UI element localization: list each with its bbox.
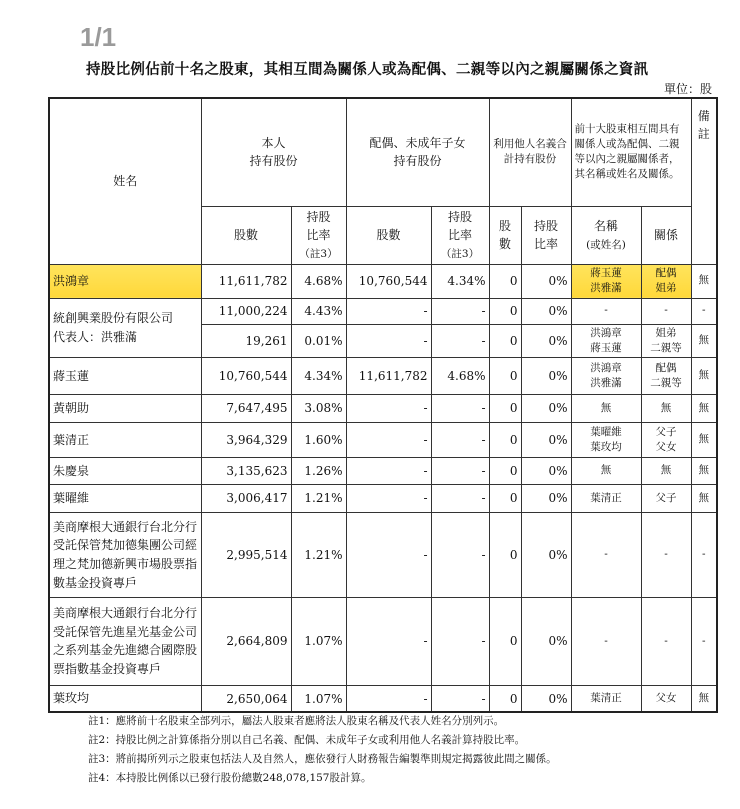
cell-name: 朱慶泉	[49, 457, 201, 484]
cell-s-ratio: -	[431, 422, 489, 457]
cell-name: 葉清正	[49, 422, 201, 457]
header-rel-name-sub: (或姓名)	[586, 238, 626, 251]
cell-n-ratio: 0%	[521, 597, 571, 685]
cell-n-shares: 0	[489, 264, 521, 298]
table-row	[49, 685, 717, 712]
cell-shares: 11,000,224	[201, 298, 291, 324]
cell-s-shares: -	[346, 422, 431, 457]
header-spouse-note3: （註3）	[440, 247, 480, 260]
cell-n-shares: 0	[489, 394, 521, 422]
cell-rel-name: -	[571, 597, 641, 685]
cell-relation: -	[641, 512, 691, 597]
cell-s-shares: 11,611,782	[346, 357, 431, 394]
cell-s-ratio: -	[431, 512, 489, 597]
cell-remark: 無	[691, 394, 717, 422]
cell-ratio: 1.26%	[291, 457, 346, 484]
cell-s-shares: -	[346, 457, 431, 484]
cell-shares: 10,760,544	[201, 357, 291, 394]
header-remark: 備註	[691, 98, 717, 264]
cell-n-ratio: 0%	[521, 422, 571, 457]
cell-remark: 無	[691, 457, 717, 484]
cell-rel-name: 無	[571, 394, 641, 422]
cell-shares: 11,611,782	[201, 264, 291, 298]
cell-relation: 姐弟 二親等	[641, 324, 691, 357]
cell-shares: 2,995,514	[201, 512, 291, 597]
cell-rel-name: -	[571, 298, 641, 324]
cell-n-ratio: 0%	[521, 512, 571, 597]
cell-s-shares: -	[346, 512, 431, 597]
cell-shares: 2,664,809	[201, 597, 291, 685]
cell-s-ratio: 4.68%	[431, 357, 489, 394]
cell-remark: 無	[691, 264, 717, 298]
cell-relation: 父女	[641, 685, 691, 712]
cell-remark: 無	[691, 685, 717, 712]
cell-s-ratio: -	[431, 597, 489, 685]
cell-ratio: 1.07%	[291, 597, 346, 685]
cell-ratio: 4.43%	[291, 298, 346, 324]
header-related: 前十大股東相互間具有關係人或為配偶、二親等以內之親屬關係者，其名稱或姓名及關係。	[571, 98, 691, 206]
cell-n-shares: 0	[489, 597, 521, 685]
cell-s-ratio: 4.34%	[431, 264, 489, 298]
cell-n-shares: 0	[489, 324, 521, 357]
cell-s-shares: -	[346, 685, 431, 712]
header-spouse-ratio: 持股 比率	[448, 209, 473, 242]
note-3: 註3：將前揭所列示之股東包括法人及自然人，應依發行人財務報告編製準則規定揭露彼此間之關係。	[88, 753, 557, 765]
cell-remark: -	[691, 512, 717, 597]
cell-n-ratio: 0%	[521, 264, 571, 298]
cell-remark: -	[691, 298, 717, 324]
cell-shares: 2,650,064	[201, 685, 291, 712]
cell-rel-name: 洪鴻章 蔣玉蓮	[571, 324, 641, 357]
cell-remark: 無	[691, 357, 717, 394]
cell-n-shares: 0	[489, 512, 521, 597]
cell-s-ratio: -	[431, 324, 489, 357]
cell-ratio: 0.01%	[291, 324, 346, 357]
cell-relation: 無	[641, 394, 691, 422]
cell-remark: 無	[691, 422, 717, 457]
footnotes	[88, 712, 557, 788]
cell-remark: -	[691, 597, 717, 685]
cell-s-ratio: -	[431, 484, 489, 512]
cell-n-ratio: 0%	[521, 457, 571, 484]
cell-relation: 無	[641, 457, 691, 484]
cell-relation: 父子 父女	[641, 422, 691, 457]
cell-ratio: 1.07%	[291, 685, 346, 712]
cell-name: 黃朝助	[49, 394, 201, 422]
cell-relation: -	[641, 597, 691, 685]
note-4: 註4：本持股比例係以已發行股份總數248,078,157股計算。	[88, 772, 372, 784]
cell-rel-name: 洪鴻章 洪雅滿	[571, 357, 641, 394]
table-row	[49, 298, 717, 324]
header-spouse: 配偶、未成年子女 持有股份	[346, 98, 489, 206]
cell-ratio: 3.08%	[291, 394, 346, 422]
note-1: 註1：應將前十名股東全部列示，屬法人股東者應將法人股東名稱及代表人姓名分別列示。	[88, 715, 505, 727]
cell-s-shares: 10,760,544	[346, 264, 431, 298]
header-ratio: 持股 比率	[306, 209, 331, 242]
cell-shares: 3,135,623	[201, 457, 291, 484]
cell-remark: 無	[691, 484, 717, 512]
cell-s-shares: -	[346, 324, 431, 357]
header-shares: 股數	[201, 206, 291, 264]
cell-name: 蔣玉蓮	[49, 357, 201, 394]
cell-relation: 父子	[641, 484, 691, 512]
table-row	[49, 512, 717, 597]
header-nominee-ratio: 持股 比率	[521, 206, 571, 264]
cell-name: 葉曜維	[49, 484, 201, 512]
cell-n-ratio: 0%	[521, 484, 571, 512]
header-rel-name: 名稱	[594, 218, 619, 233]
header-spouse-shares: 股數	[346, 206, 431, 264]
cell-n-ratio: 0%	[521, 298, 571, 324]
cell-s-shares: -	[346, 484, 431, 512]
cell-s-ratio: -	[431, 457, 489, 484]
cell-n-ratio: 0%	[521, 394, 571, 422]
cell-relation: -	[641, 298, 691, 324]
cell-shares: 3,964,329	[201, 422, 291, 457]
cell-ratio: 4.34%	[291, 357, 346, 394]
cell-rel-name: 葉清正	[571, 685, 641, 712]
cell-s-shares: -	[346, 298, 431, 324]
cell-n-shares: 0	[489, 685, 521, 712]
cell-rel-name: 蔣玉蓮 洪雅滿	[571, 264, 641, 298]
cell-name: 洪鴻章	[49, 264, 201, 298]
table-row	[49, 484, 717, 512]
cell-s-ratio: -	[431, 394, 489, 422]
header-self: 本人 持有股份	[201, 98, 346, 206]
cell-name: 葉玫均	[49, 685, 201, 712]
cell-relation: 配偶 二親等	[641, 357, 691, 394]
cell-s-shares: -	[346, 394, 431, 422]
cell-name: 美商摩根大通銀行台北分行受託保管梵加德集團公司經理之梵加德新興市場股票指數基金投資專戶	[49, 512, 201, 597]
cell-n-shares: 0	[489, 457, 521, 484]
cell-relation: 配偶 姐弟	[641, 264, 691, 298]
cell-shares: 19,261	[201, 324, 291, 357]
cell-name: 統創興業股份有限公司 代表人：洪雅滿	[49, 298, 201, 357]
table-row	[49, 422, 717, 457]
cell-s-ratio: -	[431, 685, 489, 712]
cell-n-shares: 0	[489, 484, 521, 512]
cell-n-shares: 0	[489, 357, 521, 394]
cell-remark: 無	[691, 324, 717, 357]
cell-n-shares: 0	[489, 298, 521, 324]
cell-shares: 7,647,495	[201, 394, 291, 422]
cell-rel-name: -	[571, 512, 641, 597]
cell-s-ratio: -	[431, 298, 489, 324]
cell-rel-name: 葉曜維 葉玫均	[571, 422, 641, 457]
header-name: 姓名	[49, 98, 201, 264]
unit-label: 單位：股	[663, 82, 712, 96]
table-row	[49, 264, 717, 298]
cell-n-shares: 0	[489, 422, 521, 457]
header-note3: （註3）	[299, 247, 338, 260]
cell-n-ratio: 0%	[521, 685, 571, 712]
cell-n-ratio: 0%	[521, 357, 571, 394]
header-nominee: 利用他人名義合計持有股份	[489, 98, 571, 206]
table-row	[49, 394, 717, 422]
cell-n-ratio: 0%	[521, 324, 571, 357]
cell-ratio: 1.21%	[291, 512, 346, 597]
cell-ratio: 4.68%	[291, 264, 346, 298]
table-row	[49, 357, 717, 394]
header-nominee-shares: 股 數	[489, 206, 521, 264]
cell-ratio: 1.21%	[291, 484, 346, 512]
cell-rel-name: 無	[571, 457, 641, 484]
document-title: 持股比例佔前十名之股東，其相互間為關係人或為配偶、二親等以內之親屬關係之資訊	[86, 61, 649, 78]
cell-rel-name: 葉清正	[571, 484, 641, 512]
cell-name: 美商摩根大通銀行台北分行受託保管先進星光基金公司之系列基金先進總合國際股票指數基金投資專戶	[49, 597, 201, 685]
header-relation: 關係	[641, 206, 691, 264]
table-row	[49, 597, 717, 685]
table-row	[49, 457, 717, 484]
page-indicator: 1/1	[80, 22, 117, 52]
cell-ratio: 1.60%	[291, 422, 346, 457]
cell-shares: 3,006,417	[201, 484, 291, 512]
cell-s-shares: -	[346, 597, 431, 685]
shareholder-table	[48, 97, 718, 713]
note-2: 註2：持股比例之計算係指分別以自己名義、配偶、未成年子女或利用他人名義計算持股比率。	[88, 734, 526, 746]
